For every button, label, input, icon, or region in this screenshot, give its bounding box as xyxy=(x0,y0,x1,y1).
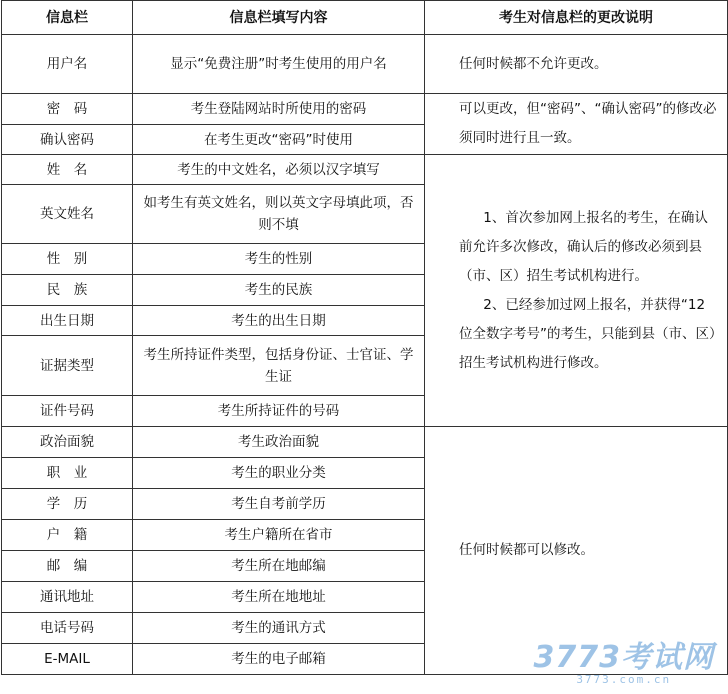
field-name: 邮 编 xyxy=(2,551,133,582)
field-content: 考生的职业分类 xyxy=(133,458,425,489)
field-content: 考生自考前学历 xyxy=(133,489,425,520)
field-name: 职 业 xyxy=(2,458,133,489)
field-name: 户 籍 xyxy=(2,520,133,551)
field-name: 证据类型 xyxy=(2,336,133,396)
field-content: 考生登陆网站时所使用的密码 xyxy=(133,94,425,125)
field-content: 考生所持证件的号码 xyxy=(133,396,425,427)
note-identity-1: 1、首次参加网上报名的考生，在确认前允许多次修改，确认后的修改必须到县（市、区）招生考试机构进行。 xyxy=(459,209,708,284)
note-identity xyxy=(425,155,728,427)
field-name: 性 别 xyxy=(2,244,133,275)
field-name: 用户名 xyxy=(2,35,133,94)
watermark-url: 3773.com.cn xyxy=(576,673,672,686)
note-other: 任何时候都可以修改。 xyxy=(425,427,728,675)
field-name: 电话号码 xyxy=(2,613,133,644)
header-row xyxy=(2,1,728,35)
info-field-table xyxy=(1,0,728,675)
field-content: 考生的通讯方式 xyxy=(133,613,425,644)
field-content: 在考生更改“密码”时使用 xyxy=(133,125,425,155)
field-content: 考生所在地地址 xyxy=(133,582,425,613)
table-row xyxy=(2,427,728,458)
field-name: 学 历 xyxy=(2,489,133,520)
field-content: 考生所在地邮编 xyxy=(133,551,425,582)
note-password: 可以更改，但“密码”、“确认密码”的修改必须同时进行且一致。 xyxy=(425,94,728,155)
field-content: 如考生有英文姓名，则以英文字母填此项，否则不填 xyxy=(133,185,425,244)
field-name: 通讯地址 xyxy=(2,582,133,613)
field-content: 考生的出生日期 xyxy=(133,306,425,336)
table-row xyxy=(2,94,728,125)
field-name: 民 族 xyxy=(2,275,133,306)
field-content: 考生的中文姓名，必须以汉字填写 xyxy=(133,155,425,185)
field-content: 考生所持证件类型，包括身份证、士官证、学生证 xyxy=(133,336,425,396)
note-identity-2: 2、已经参加过网上报名，并获得“12位全数字考号”的考生，只能到县（市、区）招生考试机构进行修改。 xyxy=(459,296,716,371)
table-row xyxy=(2,35,728,94)
note-username: 任何时候都不允许更改。 xyxy=(425,35,728,94)
field-name: 确认密码 xyxy=(2,125,133,155)
table-row xyxy=(2,155,728,185)
watermark-logo xyxy=(533,640,715,686)
field-content: 考生的电子邮箱 xyxy=(133,644,425,675)
field-content: 考生的性别 xyxy=(133,244,425,275)
field-name: 出生日期 xyxy=(2,306,133,336)
field-name: E-MAIL xyxy=(2,644,133,675)
field-name: 英文姓名 xyxy=(2,185,133,244)
header-change-note: 考生对信息栏的更改说明 xyxy=(425,1,728,35)
header-content: 信息栏填写内容 xyxy=(133,1,425,35)
field-content: 考生户籍所在省市 xyxy=(133,520,425,551)
field-name: 证件号码 xyxy=(2,396,133,427)
field-name: 密 码 xyxy=(2,94,133,125)
field-name: 姓 名 xyxy=(2,155,133,185)
field-name: 政治面貌 xyxy=(2,427,133,458)
field-content: 显示“免费注册”时考生使用的用户名 xyxy=(133,35,425,94)
watermark-logo-text: 3773考试网 xyxy=(533,640,714,675)
header-field: 信息栏 xyxy=(2,1,133,35)
field-content: 考生政治面貌 xyxy=(133,427,425,458)
field-content: 考生的民族 xyxy=(133,275,425,306)
